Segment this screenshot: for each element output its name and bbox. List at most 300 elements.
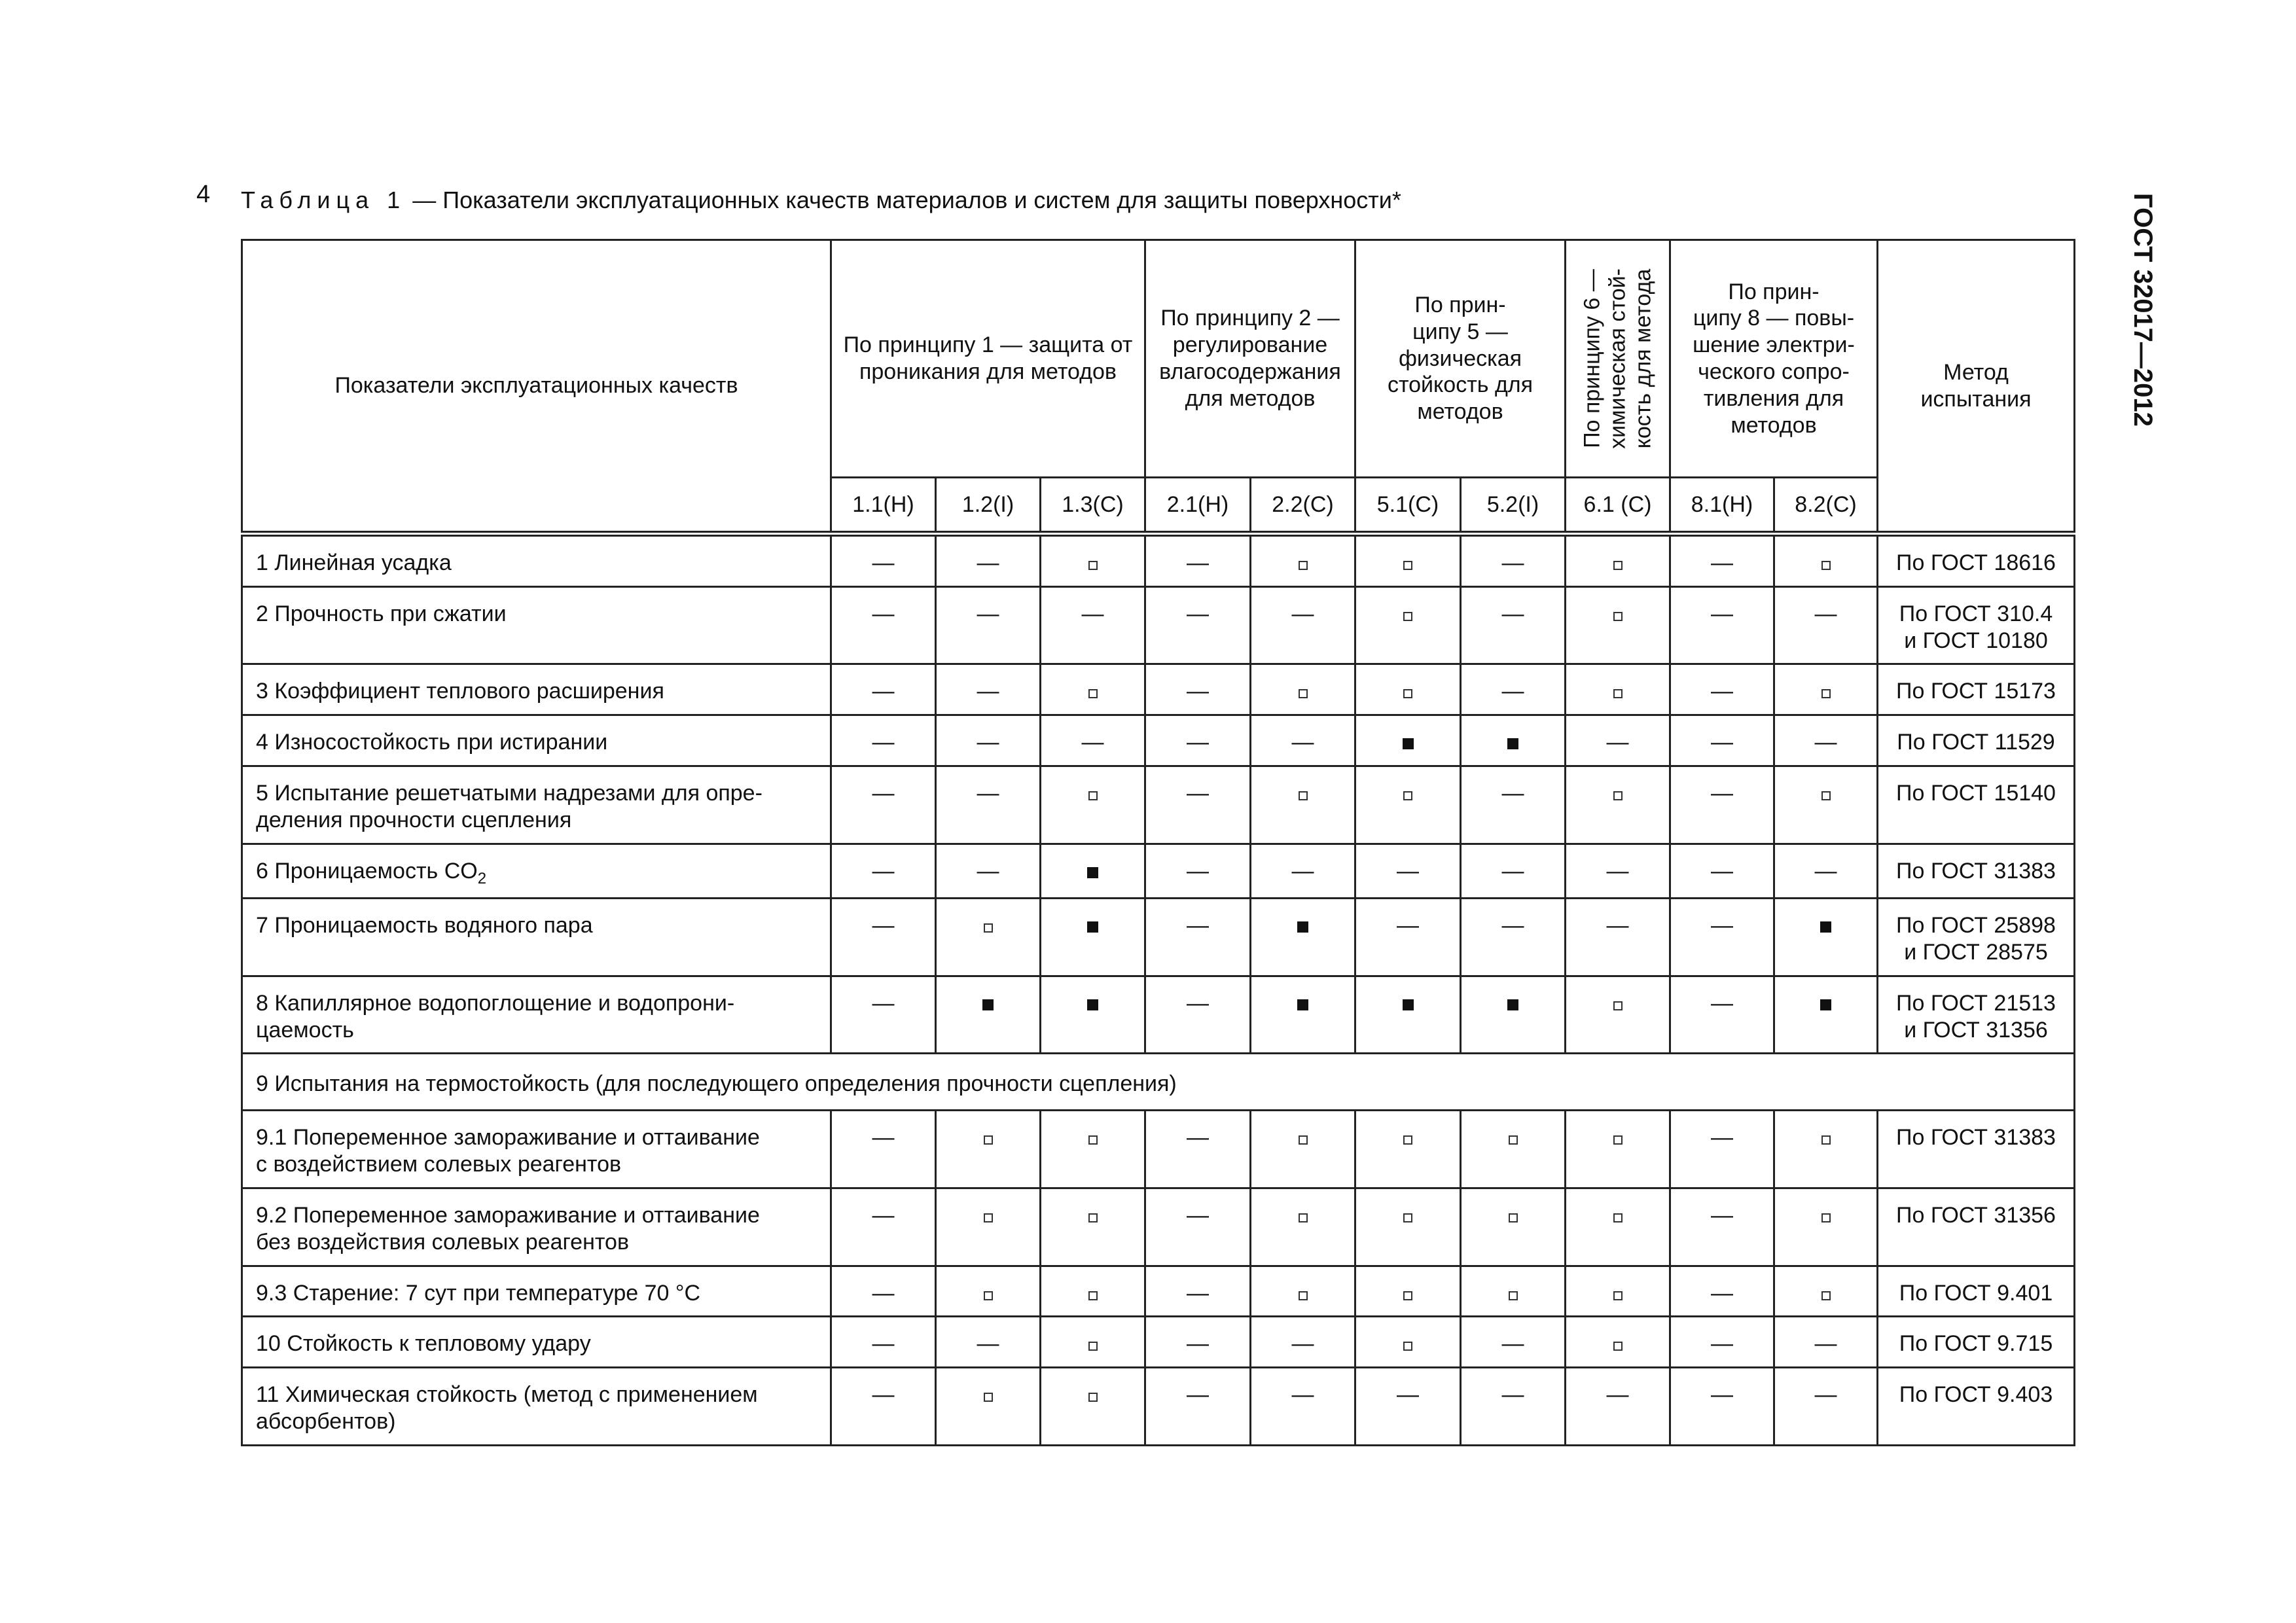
mark-cell (936, 766, 1041, 844)
not-applicable-dash: — (872, 990, 895, 1016)
mark-cell (831, 1188, 936, 1266)
mark-cell (1461, 715, 1566, 766)
subcol-1-2: 1.2(I) (936, 478, 1041, 534)
not-applicable-dash: — (1606, 1382, 1629, 1408)
not-applicable-dash: — (1187, 550, 1209, 575)
open-square-icon (1403, 791, 1412, 800)
open-square-icon (1821, 689, 1831, 698)
mark-cell (1251, 586, 1355, 664)
not-applicable-dash: — (977, 601, 999, 626)
test-method: По ГОСТ 31383 (1878, 844, 2075, 899)
filled-square-icon (1087, 921, 1098, 933)
not-applicable-dash: — (1081, 601, 1104, 626)
table-row (242, 976, 2075, 1054)
not-applicable-dash: — (872, 1331, 895, 1357)
test-method: По ГОСТ 15140 (1878, 766, 2075, 844)
mark-cell (1670, 976, 1774, 1054)
not-applicable-dash: — (1711, 1125, 1733, 1150)
mark-cell (1774, 844, 1878, 899)
mark-cell (831, 899, 936, 976)
test-method: По ГОСТ 31356 (1878, 1188, 2075, 1266)
performance-table (241, 239, 2075, 1446)
indicator-name: 3 Коэффициент теплового расширения (242, 664, 831, 715)
subcol-1-3: 1.3(C) (1041, 478, 1145, 534)
open-square-icon (1299, 561, 1308, 570)
open-square-icon (1088, 561, 1098, 570)
test-method: По ГОСТ 310.4 и ГОСТ 10180 (1878, 586, 2075, 664)
not-applicable-dash: — (1291, 858, 1314, 883)
table-caption (241, 188, 1401, 212)
mark-cell (1041, 1188, 1145, 1266)
not-applicable-dash: — (1187, 1280, 1209, 1306)
not-applicable-dash: — (1711, 990, 1733, 1016)
indicator-name: 4 Износостойкость при истирании (242, 715, 831, 766)
table-row (242, 534, 2075, 587)
open-square-icon (984, 923, 993, 933)
open-square-icon (1403, 1213, 1412, 1222)
open-square-icon (1088, 1135, 1098, 1145)
open-square-icon (984, 1393, 993, 1402)
indicator-name: 8 Капиллярное водопоглощение и водопрони- цаемость (242, 976, 831, 1054)
subcol-2-2: 2.2(C) (1251, 478, 1355, 534)
not-applicable-dash: — (1606, 730, 1629, 755)
indicator-name: 9.1 Попеременное замораживание и оттаивание с воздействием солевых реагентов (242, 1111, 831, 1188)
not-applicable-dash: — (1081, 730, 1104, 755)
not-applicable-dash: — (1814, 858, 1837, 883)
mark-cell (831, 534, 936, 587)
indicator-name: 9.2 Попеременное замораживание и оттаивание без воздействия солевых реагентов (242, 1188, 831, 1266)
mark-cell (1670, 1266, 1774, 1317)
table-row (242, 664, 2075, 715)
not-applicable-dash: — (1291, 601, 1314, 626)
table-row (242, 586, 2075, 664)
test-method: По ГОСТ 21513 и ГОСТ 31356 (1878, 976, 2075, 1054)
mark-cell (1145, 1368, 1251, 1446)
open-square-icon (1613, 561, 1623, 570)
mark-cell (1251, 1368, 1355, 1446)
open-square-icon (1088, 1342, 1098, 1351)
mark-cell (1355, 844, 1461, 899)
mark-cell (831, 1317, 936, 1368)
table-row (242, 766, 2075, 844)
not-applicable-dash: — (1397, 1382, 1419, 1408)
not-applicable-dash: — (1501, 1331, 1524, 1357)
mark-cell (831, 715, 936, 766)
not-applicable-dash: — (872, 730, 895, 755)
mark-cell (1041, 1266, 1145, 1317)
standard-designation-text: ГОСТ 32017—2012 (2128, 193, 2157, 427)
test-method: По ГОСТ 9.403 (1878, 1368, 2075, 1446)
header-principle-5-text: По прин- ципу 5 — физическая стойкость для методов (1387, 293, 1534, 425)
mark-cell (1774, 664, 1878, 715)
mark-cell (1145, 899, 1251, 976)
open-square-icon (1613, 1213, 1623, 1222)
mark-cell (1566, 1188, 1670, 1266)
open-square-icon (1088, 1291, 1098, 1300)
mark-cell (1774, 715, 1878, 766)
mark-cell (936, 586, 1041, 664)
not-applicable-dash: — (1291, 730, 1314, 755)
open-square-icon (1613, 1291, 1623, 1300)
mark-cell (1251, 1188, 1355, 1266)
not-applicable-dash: — (1291, 1382, 1314, 1408)
mark-cell (1670, 534, 1774, 587)
open-square-icon (1088, 1213, 1098, 1222)
mark-cell (1774, 1266, 1878, 1317)
not-applicable-dash: — (1814, 601, 1837, 626)
table-row (242, 899, 2075, 976)
subcol-5-1: 5.1(C) (1355, 478, 1461, 534)
table-row (242, 1111, 2075, 1188)
mark-cell (936, 976, 1041, 1054)
test-method: По ГОСТ 15173 (1878, 664, 2075, 715)
mark-cell (1670, 899, 1774, 976)
test-method: По ГОСТ 31383 (1878, 1111, 2075, 1188)
not-applicable-dash: — (1187, 1202, 1209, 1228)
mark-cell (1145, 766, 1251, 844)
standard-designation (2126, 193, 2157, 442)
mark-cell (1251, 1317, 1355, 1368)
indicator-name: 10 Стойкость к тепловому удару (242, 1317, 831, 1368)
not-applicable-dash: — (1711, 780, 1733, 806)
not-applicable-dash: — (1291, 1331, 1314, 1357)
mark-cell (1461, 586, 1566, 664)
not-applicable-dash: — (1501, 780, 1524, 806)
not-applicable-dash: — (1187, 1125, 1209, 1150)
mark-cell (936, 899, 1041, 976)
mark-cell (1041, 534, 1145, 587)
not-applicable-dash: — (1501, 550, 1524, 575)
mark-cell (1461, 1317, 1566, 1368)
mark-cell (1774, 1368, 1878, 1446)
subcol-5-2: 5.2(I) (1461, 478, 1566, 534)
mark-cell (1461, 1188, 1566, 1266)
mark-cell (1145, 844, 1251, 899)
mark-cell (831, 1111, 936, 1188)
filled-square-icon (1507, 999, 1518, 1010)
not-applicable-dash: — (1814, 1382, 1837, 1408)
not-applicable-dash: — (1711, 550, 1733, 575)
subcol-8-1: 8.1(H) (1670, 478, 1774, 534)
indicator-name: 11 Химическая стойкость (метод с применением абсорбентов) (242, 1368, 831, 1446)
mark-cell (831, 976, 936, 1054)
mark-cell (1566, 1111, 1670, 1188)
mark-cell (1145, 976, 1251, 1054)
not-applicable-dash: — (977, 858, 999, 883)
not-applicable-dash: — (872, 858, 895, 883)
mark-cell (1774, 1188, 1878, 1266)
mark-cell (936, 534, 1041, 587)
mark-cell (936, 1188, 1041, 1266)
test-method: По ГОСТ 9.715 (1878, 1317, 2075, 1368)
mark-cell (1041, 1368, 1145, 1446)
mark-cell (1566, 1368, 1670, 1446)
mark-cell (1670, 1317, 1774, 1368)
not-applicable-dash: — (1187, 913, 1209, 938)
test-method: По ГОСТ 9.401 (1878, 1266, 2075, 1317)
mark-cell (1041, 899, 1145, 976)
not-applicable-dash: — (1711, 1382, 1733, 1408)
mark-cell (1355, 534, 1461, 587)
not-applicable-dash: — (872, 1382, 895, 1408)
mark-cell (1566, 976, 1670, 1054)
indicator-name: 5 Испытание решетчатыми надрезами для опре- деления прочности сцепления (242, 766, 831, 844)
mark-cell (936, 664, 1041, 715)
not-applicable-dash: — (1397, 913, 1419, 938)
mark-cell (1566, 586, 1670, 664)
not-applicable-dash: — (1606, 858, 1629, 883)
mark-cell (1145, 1111, 1251, 1188)
mark-cell (1461, 899, 1566, 976)
indicator-name: 1 Линейная усадка (242, 534, 831, 587)
table-row (242, 844, 2075, 899)
not-applicable-dash: — (872, 1125, 895, 1150)
mark-cell (1145, 586, 1251, 664)
open-square-icon (1821, 1213, 1831, 1222)
mark-cell (1355, 1317, 1461, 1368)
mark-cell (1355, 664, 1461, 715)
mark-cell (1670, 766, 1774, 844)
mark-cell (1461, 766, 1566, 844)
header-principle-6-text: По принципу 6 — химическая стой- кость для метода (1579, 268, 1656, 449)
table-row (242, 1266, 2075, 1317)
mark-cell (1670, 844, 1774, 899)
not-applicable-dash: — (977, 730, 999, 755)
open-square-icon (1299, 1291, 1308, 1300)
not-applicable-dash: — (872, 601, 895, 626)
mark-cell (1145, 1266, 1251, 1317)
section-title: 9 Испытания на термостойкость (для последующего определения прочности сцепления) (242, 1054, 2075, 1111)
header-principle-2: По принципу 2 — регулирование влагосодержания для методов (1145, 240, 1355, 478)
mark-cell (1251, 976, 1355, 1054)
mark-cell (1774, 534, 1878, 587)
not-applicable-dash: — (1814, 1331, 1837, 1357)
open-square-icon (1821, 791, 1831, 800)
mark-cell (1251, 715, 1355, 766)
mark-cell (1041, 1111, 1145, 1188)
header-principle-1: По принципу 1 — защита от проникания для методов (831, 240, 1145, 478)
mark-cell (831, 766, 936, 844)
mark-cell (936, 844, 1041, 899)
mark-cell (1774, 766, 1878, 844)
header-test-method (1878, 240, 2075, 534)
not-applicable-dash: — (1187, 1331, 1209, 1357)
mark-cell (1355, 1111, 1461, 1188)
not-applicable-dash: — (1187, 858, 1209, 883)
mark-cell (1355, 899, 1461, 976)
mark-cell (1041, 844, 1145, 899)
open-square-icon (1613, 1001, 1623, 1010)
mark-cell (1251, 1111, 1355, 1188)
header-test-method-text: Метод испытания (1920, 359, 2032, 412)
open-square-icon (1403, 1135, 1412, 1145)
mark-cell (1774, 1317, 1878, 1368)
open-square-icon (1403, 689, 1412, 698)
test-method: По ГОСТ 18616 (1878, 534, 2075, 587)
not-applicable-dash: — (1501, 913, 1524, 938)
mark-cell (1145, 664, 1251, 715)
mark-cell (1566, 664, 1670, 715)
mark-cell (1355, 1266, 1461, 1317)
open-square-icon (1613, 612, 1623, 621)
mark-cell (1041, 766, 1145, 844)
subcol-2-1: 2.1(H) (1145, 478, 1251, 534)
mark-cell (1774, 976, 1878, 1054)
mark-cell (1461, 976, 1566, 1054)
section-row (242, 1054, 2075, 1111)
mark-cell (1670, 664, 1774, 715)
mark-cell (1566, 1317, 1670, 1368)
not-applicable-dash: — (872, 913, 895, 938)
mark-cell (1670, 1368, 1774, 1446)
not-applicable-dash: — (1501, 679, 1524, 704)
mark-cell (1461, 664, 1566, 715)
not-applicable-dash: — (872, 679, 895, 704)
page-number: 4 (196, 181, 211, 208)
not-applicable-dash: — (977, 780, 999, 806)
filled-square-icon (1820, 999, 1831, 1010)
mark-cell (1566, 766, 1670, 844)
not-applicable-dash: — (1187, 730, 1209, 755)
mark-cell (1041, 586, 1145, 664)
mark-cell (1355, 766, 1461, 844)
not-applicable-dash: — (1187, 990, 1209, 1016)
not-applicable-dash: — (872, 1202, 895, 1228)
mark-cell (1774, 586, 1878, 664)
not-applicable-dash: — (872, 780, 895, 806)
open-square-icon (1403, 612, 1412, 621)
not-applicable-dash: — (1187, 780, 1209, 806)
table-row (242, 1317, 2075, 1368)
mark-cell (1461, 534, 1566, 587)
header-principle-8-text: По прин- ципу 8 — повы- шение электри- ческого сопро- тивления для методов (1693, 279, 1855, 438)
open-square-icon (1821, 1135, 1831, 1145)
mark-cell (1251, 899, 1355, 976)
mark-cell (1566, 1266, 1670, 1317)
mark-cell (1670, 1111, 1774, 1188)
not-applicable-dash: — (1187, 1382, 1209, 1408)
mark-cell (1041, 976, 1145, 1054)
mark-cell (831, 664, 936, 715)
table-row (242, 1188, 2075, 1266)
filled-square-icon (1403, 738, 1414, 749)
not-applicable-dash: — (872, 1280, 895, 1306)
mark-cell (1774, 1111, 1878, 1188)
mark-cell (1355, 715, 1461, 766)
mark-cell (831, 844, 936, 899)
indicator-name: 9.3 Старение: 7 сут при температуре 70 °C (242, 1266, 831, 1317)
mark-cell (1145, 1188, 1251, 1266)
not-applicable-dash: — (1711, 913, 1733, 938)
not-applicable-dash: — (1606, 913, 1629, 938)
mark-cell (1145, 715, 1251, 766)
open-square-icon (1509, 1291, 1518, 1300)
subcol-6-1: 6.1 (C) (1566, 478, 1670, 534)
not-applicable-dash: — (977, 550, 999, 575)
open-square-icon (1613, 689, 1623, 698)
not-applicable-dash: — (1711, 1202, 1733, 1228)
mark-cell (1461, 844, 1566, 899)
open-square-icon (1299, 689, 1308, 698)
open-square-icon (1821, 561, 1831, 570)
subcol-8-2: 8.2(C) (1774, 478, 1878, 534)
not-applicable-dash: — (1501, 601, 1524, 626)
open-square-icon (984, 1291, 993, 1300)
mark-cell (1355, 1368, 1461, 1446)
header-row (242, 240, 2075, 478)
table-caption-text: — Показатели эксплуатационных качеств материалов и систем для защиты поверхности* (406, 187, 1401, 213)
mark-cell (1461, 1266, 1566, 1317)
mark-cell (1566, 715, 1670, 766)
mark-cell (1251, 766, 1355, 844)
mark-cell (1355, 976, 1461, 1054)
mark-cell (831, 1368, 936, 1446)
not-applicable-dash: — (1711, 601, 1733, 626)
open-square-icon (1403, 561, 1412, 570)
mark-cell (1145, 534, 1251, 587)
not-applicable-dash: — (1187, 679, 1209, 704)
filled-square-icon (1403, 999, 1414, 1010)
open-square-icon (1299, 791, 1308, 800)
not-applicable-dash: — (1501, 1382, 1524, 1408)
open-square-icon (1088, 1393, 1098, 1402)
mark-cell (936, 1266, 1041, 1317)
open-square-icon (1088, 689, 1098, 698)
mark-cell (1461, 1368, 1566, 1446)
filled-square-icon (982, 999, 994, 1010)
mark-cell (1774, 899, 1878, 976)
open-square-icon (1403, 1291, 1412, 1300)
open-square-icon (1509, 1135, 1518, 1145)
mark-cell (1566, 844, 1670, 899)
open-square-icon (1509, 1213, 1518, 1222)
mark-cell (1461, 1111, 1566, 1188)
not-applicable-dash: — (1501, 858, 1524, 883)
mark-cell (1670, 1188, 1774, 1266)
not-applicable-dash: — (1814, 730, 1837, 755)
not-applicable-dash: — (1711, 679, 1733, 704)
mark-cell (1670, 715, 1774, 766)
header-principle-5 (1355, 240, 1566, 478)
open-square-icon (1613, 1135, 1623, 1145)
mark-cell (1041, 1317, 1145, 1368)
not-applicable-dash: — (1711, 1331, 1733, 1357)
indicator-name: 6 Проницаемость $CO_2$ (242, 844, 831, 899)
table-row (242, 715, 2075, 766)
not-applicable-dash: — (1711, 1280, 1733, 1306)
not-applicable-dash: — (977, 1331, 999, 1357)
open-square-icon (1088, 791, 1098, 800)
table-row (242, 1368, 2075, 1446)
table-caption-label: Таблица 1 (241, 187, 406, 213)
open-square-icon (984, 1135, 993, 1145)
mark-cell (1041, 664, 1145, 715)
open-square-icon (1299, 1135, 1308, 1145)
open-square-icon (1821, 1291, 1831, 1300)
mark-cell (1251, 844, 1355, 899)
mark-cell (1566, 899, 1670, 976)
open-square-icon (1613, 791, 1623, 800)
mark-cell (1251, 664, 1355, 715)
open-square-icon (1613, 1342, 1623, 1351)
mark-cell (1670, 586, 1774, 664)
not-applicable-dash: — (872, 550, 895, 575)
not-applicable-dash: — (977, 679, 999, 704)
mark-cell (1355, 1188, 1461, 1266)
mark-cell (1251, 1266, 1355, 1317)
header-principle-8 (1670, 240, 1878, 478)
indicator-name: 2 Прочность при сжатии (242, 586, 831, 664)
